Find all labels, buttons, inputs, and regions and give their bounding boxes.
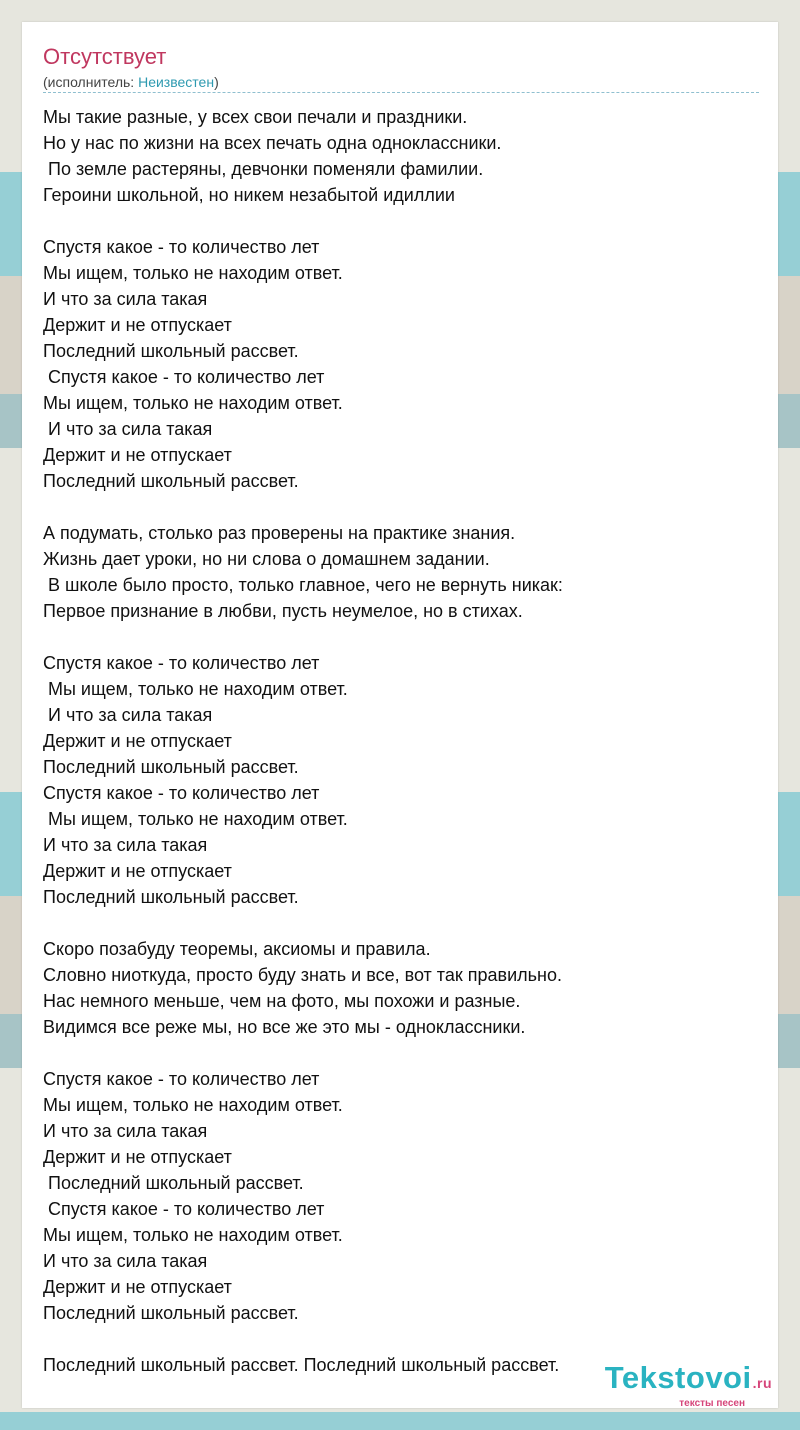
logo-tagline: тексты песен <box>679 1398 745 1409</box>
lyric-line: Но у нас по жизни на всех печать одна одноклассники. <box>43 133 502 153</box>
lyric-line: И что за сила такая <box>43 1251 208 1271</box>
lyric-line: Мы ищем, только не находим ответ. <box>43 679 348 699</box>
lyric-line: Держит и не отпускает <box>43 731 232 751</box>
lyric-line: Последний школьный рассвет. <box>43 887 299 907</box>
lyric-line: Держит и не отпускает <box>43 445 232 465</box>
lyric-line: И что за сила такая <box>43 419 213 439</box>
lyric-line: Мы ищем, только не находим ответ. <box>43 263 343 283</box>
logo-name: Tekstovoi <box>604 1360 752 1395</box>
lyric-line: Спустя какое - то количество лет <box>43 367 325 387</box>
lyrics-text <box>43 104 759 1378</box>
song-title: Отсутствует <box>43 44 167 69</box>
site-logo[interactable] <box>605 1362 772 1409</box>
lyric-line <box>43 1040 759 1066</box>
lyric-line: Держит и не отпускает <box>43 1147 232 1167</box>
lyric-line: Последний школьный рассвет. <box>43 1173 304 1193</box>
lyric-line: Держит и не отпускает <box>43 861 232 881</box>
lyric-line: Жизнь дает уроки, но ни слова о домашнем задании. <box>43 549 490 569</box>
lyric-line: Мы ищем, только не находим ответ. <box>43 809 348 829</box>
lyric-line: Последний школьный рассвет. <box>43 471 299 491</box>
lyric-line: Мы ищем, только не находим ответ. <box>43 1225 343 1245</box>
lyric-line: А подумать, столько раз проверены на практике знания. <box>43 523 516 543</box>
lyric-line: По земле растеряны, девчонки поменяли фамилии. <box>43 159 484 179</box>
logo-tld: .ru <box>752 1375 772 1391</box>
divider <box>43 92 759 93</box>
lyric-line: Мы ищем, только не находим ответ. <box>43 393 343 413</box>
lyric-line <box>43 208 759 234</box>
lyric-line: Нас немного меньше, чем на фото, мы похожи и разные. <box>43 991 521 1011</box>
lyric-line: Первое признание в любви, пусть неумелое, но в стихах. <box>43 601 523 621</box>
lyric-line <box>43 1326 759 1352</box>
lyric-line: Мы такие разные, у всех свои печали и праздники. <box>43 107 468 127</box>
artist-suffix: ) <box>214 74 219 90</box>
artist-link[interactable]: Неизвестен <box>138 74 215 90</box>
lyric-line: В школе было просто, только главное, чего не вернуть никак: <box>43 575 563 595</box>
lyric-line: Последний школьный рассвет. <box>43 1303 299 1323</box>
lyric-line: Держит и не отпускает <box>43 1277 232 1297</box>
lyric-line: Спустя какое - то количество лет <box>43 1199 325 1219</box>
lyric-line: Словно ниоткуда, просто буду знать и все, вот так правильно. <box>43 965 562 985</box>
lyric-line: Спустя какое - то количество лет <box>43 783 320 803</box>
artist-line <box>43 73 219 91</box>
lyric-line <box>43 494 759 520</box>
lyric-line: Спустя какое - то количество лет <box>43 1069 320 1089</box>
lyric-line: Спустя какое - то количество лет <box>43 653 320 673</box>
lyric-line: Спустя какое - то количество лет <box>43 237 320 257</box>
lyric-line: Держит и не отпускает <box>43 315 232 335</box>
lyric-line <box>43 624 759 650</box>
lyric-line: Последний школьный рассвет. <box>43 757 299 777</box>
lyric-line: Последний школьный рассвет. Последний школьный рассвет. <box>43 1355 560 1375</box>
lyric-line: И что за сила такая <box>43 705 213 725</box>
lyric-line: Видимся все реже мы, но все же это мы - одноклассники. <box>43 1017 526 1037</box>
lyric-line: Скоро позабуду теоремы, аксиомы и правила. <box>43 939 431 959</box>
lyric-line: Мы ищем, только не находим ответ. <box>43 1095 343 1115</box>
lyric-line: И что за сила такая <box>43 289 208 309</box>
lyric-line: И что за сила такая <box>43 835 208 855</box>
lyric-line: И что за сила такая <box>43 1121 208 1141</box>
lyric-line: Героини школьной, но никем незабытой идиллии <box>43 185 455 205</box>
artist-prefix: (исполнитель: <box>43 74 139 90</box>
lyric-line: Последний школьный рассвет. <box>43 341 299 361</box>
lyrics-card <box>22 22 778 1408</box>
lyric-line <box>43 910 759 936</box>
